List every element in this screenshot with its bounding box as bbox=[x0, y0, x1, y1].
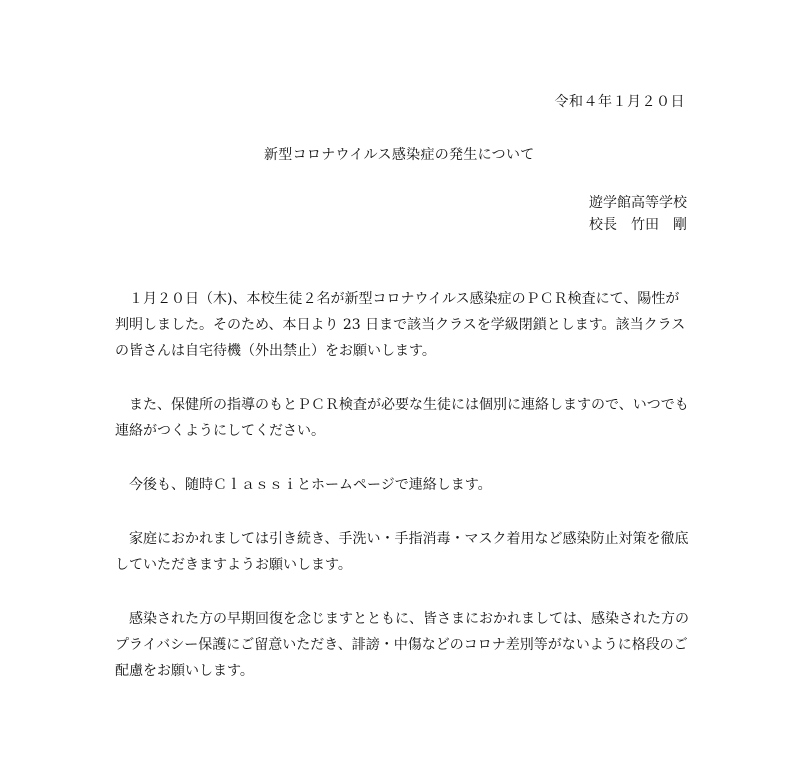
principal-title: 校長 bbox=[589, 217, 617, 233]
paragraph-3 bbox=[115, 472, 695, 498]
document-title: 新型コロナウイルス感染症の発生について bbox=[264, 147, 535, 163]
document-body bbox=[115, 286, 695, 712]
paragraph-line: 家庭におかれましては引き続き、手洗い・手指消毒・マスク着用など感染防止対策を徹底 bbox=[115, 531, 689, 547]
paragraph-line: 今後も、随時Ｃｌａｓｓｉとホームページで連絡します。 bbox=[115, 477, 492, 493]
paragraph-4 bbox=[115, 526, 695, 578]
paragraph-2 bbox=[115, 392, 695, 444]
paragraph-line: 感染された方の早期回復を念じますとともに、皆さまにおかれましては、感染された方の bbox=[115, 611, 689, 627]
paragraph-line: していただきますようお願いします。 bbox=[115, 557, 352, 573]
document-date: 令和４年１月２０日 bbox=[554, 94, 685, 110]
paragraph-1 bbox=[115, 286, 695, 364]
principal-name: 竹田 剛 bbox=[631, 217, 687, 233]
paragraph-line: 配慮をお願いします。 bbox=[115, 663, 254, 679]
sender-block bbox=[589, 192, 687, 236]
paragraph-line: １月２０日（木)、本校生徒２名が新型コロナウイルス感染症のＰＣＲ検査にて、陽性が bbox=[115, 291, 680, 307]
paragraph-line: プライバシー保護にご留意いただき、誹謗・中傷などのコロナ差別等がないように格段のご bbox=[115, 637, 688, 653]
paragraph-line: 連絡がつくようにしてください。 bbox=[115, 423, 325, 439]
school-name: 遊学館高等学校 bbox=[589, 195, 687, 211]
principal-line bbox=[589, 214, 687, 236]
paragraph-5 bbox=[115, 606, 695, 684]
paragraph-line: 判明しました。そのため、本日より 23 日まで該当クラスを学級閉鎖とします。該当クラス bbox=[115, 317, 686, 333]
paragraph-line: また、保健所の指導のもとＰＣＲ検査が必要な生徒には個別に連絡しますので、いつでも bbox=[115, 397, 689, 413]
paragraph-line: の皆さんは自宅待機（外出禁止）をお願いします。 bbox=[115, 343, 436, 359]
